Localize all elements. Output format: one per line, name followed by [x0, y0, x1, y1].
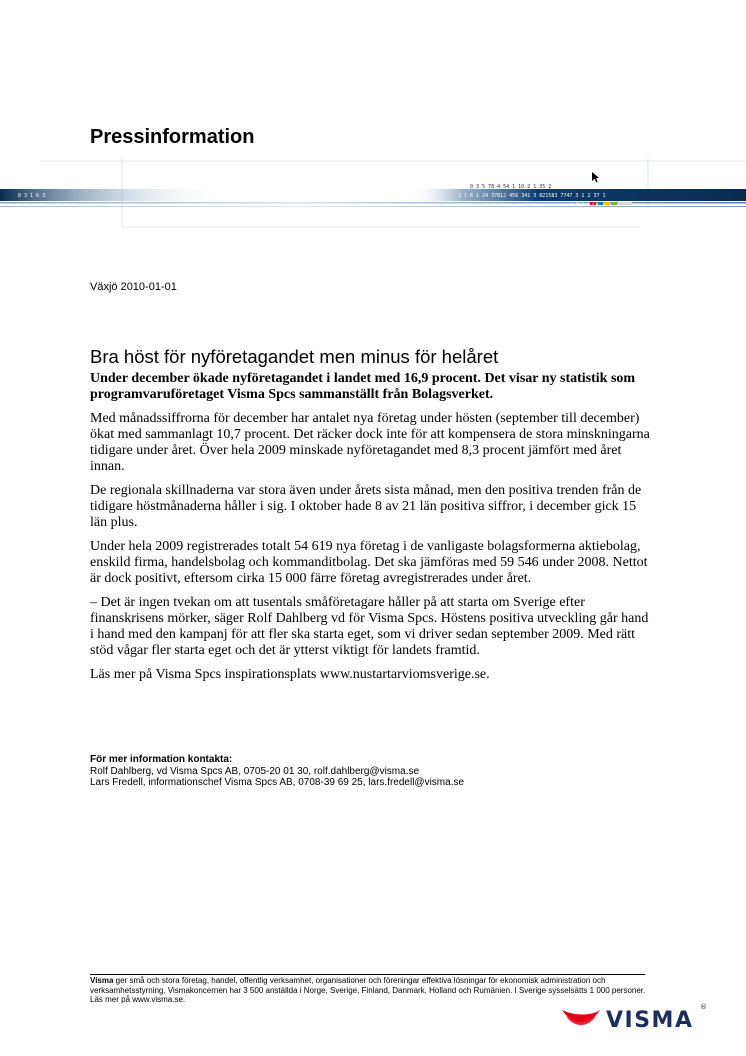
visma-logo-swoosh-icon [562, 1010, 600, 1022]
page-title: Pressinformation [90, 126, 255, 148]
article-lead: Under december ökade nyföretagandet i landet med 16,9 procent. Det visar ny statistik som programvaruföretaget Visma Spcs sammanställt från Bolagsverket. [90, 371, 636, 402]
article [90, 346, 650, 691]
banner-thin-line [0, 202, 746, 204]
footer-description: ger små och stora företag, handel, offentlig verksamhet, organisationer och föreningar effektiva lösningar för ekonomisk administration och verksamhetsstyrning. Vismakoncernen har 3 500 anställda i Norge, Sverige, Finland, Danmark, Holland och Rumänien. I Sverige sysselsätts 1 000 personer. Läs mer på www.visma.se. [90, 976, 646, 1004]
contact-block [90, 754, 464, 789]
header-banner [0, 157, 746, 229]
cursor-icon [592, 172, 599, 183]
dateline: Växjö 2010-01-01 [90, 281, 177, 293]
visma-registered-mark: ® [700, 1003, 707, 1011]
banner-digits: 0 3 5 78 4 54 1 10 2 1 35 2 [470, 184, 552, 190]
article-paragraph: Under hela 2009 registrerades totalt 54 619 nya företag i de vanligaste bolagsformerna aktiebolag, enskild firma, handelsbolag och kommanditbolag. Det ska jämföras med 59 546 under 2008. Nettot är dock positivt, eftersom cirka 15 000 färre företag avregistrerades under året. [90, 539, 648, 586]
article-paragraph: – Det är ingen tvekan om att tusentals småföretagare håller på att starta om Sverige efter finanskrisens mörker, säger Rolf Dahlberg vd för Visma Spcs. Höstens positiva utveckling går hand i hand med den kampanj för att fler ska starta eget, som vi driver sedan september 2009. Med rätt stöd vågar fler starta eget och det är ytterst viktigt för landets framtid. [90, 595, 649, 658]
visma-logo [560, 1000, 710, 1034]
article-headline: Bra höst för nyföretagandet men minus för helåret [90, 346, 499, 367]
visma-wordmark: VISMA [606, 1008, 694, 1033]
article-paragraph: Med månadssiffrorna för december har antalet nya företag under hösten (september till december) ökat med sammanlagt 10,7 procent. Det räcker dock inte för att kompensera de stora minskningarna tidigare under året. Över hela 2009 minskade nyföretagandet med 8,3 procent jämfört med året innan. [90, 411, 650, 474]
banner-digits: 8 3 1 6 3 [18, 193, 46, 199]
contact-line: Rolf Dahlberg, vd Visma Spcs AB, 0705-20 01 30, rolf.dahlberg@visma.se [90, 765, 420, 777]
contact-line: Lars Fredell, informationschef Visma Spcs AB, 0708-39 69 25, lars.fredell@visma.se [90, 777, 465, 788]
article-paragraph: Läs mer på Visma Spcs inspirationsplats www.nustartarviomsverige.se. [90, 667, 490, 682]
banner-band [0, 189, 746, 201]
banner-thin-line [0, 206, 746, 207]
banner-digits: 2 79 5 2 3 1 [570, 201, 599, 206]
footer-divider [90, 974, 645, 975]
banner-digits: 3 1 6 1 24 37812 456 341 3 821583 7747 3 1 2 37 1 [458, 193, 606, 199]
footer-company: Visma [90, 976, 114, 985]
article-paragraph: De regionala skillnaderna var stora även under årets sista månad, men den positiva trenden från de tidigare höstmånaderna håller i sig. I oktober hade 8 av 21 län positiva siffror, i december gick 15 län plus. [90, 483, 642, 530]
contact-heading: För mer information kontakta: [90, 754, 233, 765]
